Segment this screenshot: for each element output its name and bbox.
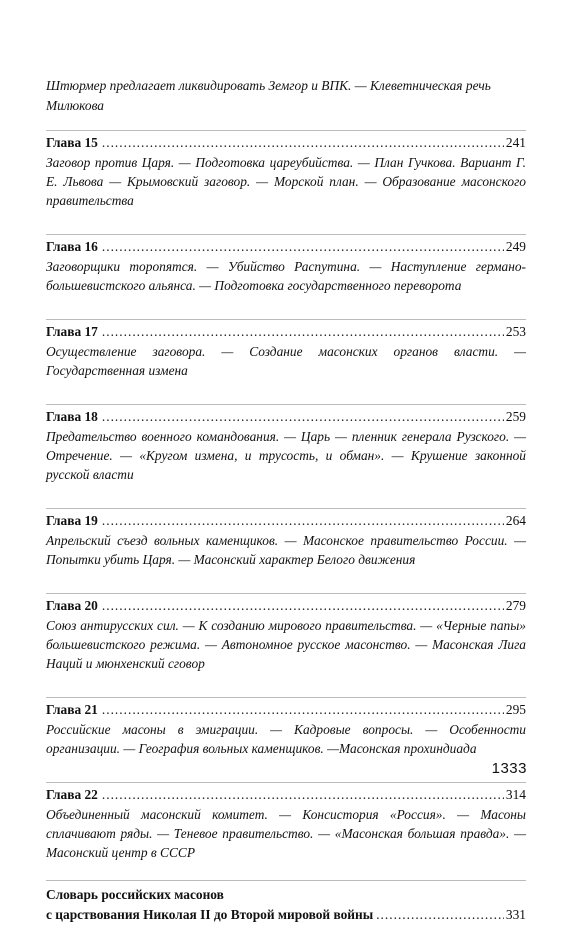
- chapter-heading: [46, 697, 526, 720]
- chapter-heading: [46, 130, 526, 153]
- intro-text: Штюрмер предлагает ликвидировать Земгор и ВПК. — Клеветническая речь Милюкова: [46, 78, 491, 113]
- leader-dots: [102, 596, 504, 616]
- chapter-entry: [46, 319, 526, 394]
- chapter-heading: [46, 234, 526, 257]
- page-number: 1333: [491, 760, 527, 777]
- chapter-page-number: 259: [505, 409, 526, 424]
- dictionary-title-line2: с царствования Николая II до Второй мировой войны: [46, 907, 374, 922]
- chapter-label: Глава 18: [46, 409, 98, 424]
- chapter-page-number: 264: [505, 513, 526, 528]
- chapter-entry: [46, 782, 526, 876]
- dictionary-title-line1: Словарь российских масонов: [46, 887, 224, 902]
- leader-dots: [376, 905, 504, 925]
- chapter-description: Заговорщики торопятся. — Убийство Распутина. — Наступление германо-большевистского альянса. — Подготовка государственного переворота: [46, 259, 526, 293]
- chapter-description: Российские масоны в эмиграции. — Кадровые вопросы. — Особенности организации. — География вольных каменщиков. —Масонская прохиндиада: [46, 722, 526, 756]
- chapter-entry: [46, 404, 526, 498]
- chapter-heading: [46, 404, 526, 427]
- chapter-heading: [46, 782, 526, 805]
- chapter-page-number: 314: [505, 787, 526, 802]
- chapter-entry: [46, 593, 526, 687]
- chapter-label: Глава 20: [46, 598, 98, 613]
- chapter-description: Апрельский съезд вольных каменщиков. — Масонское правительство России. — Попытки убить Царя. — Масонский характер Белого движения: [46, 533, 526, 567]
- leader-dots: [102, 700, 504, 720]
- chapter-label: Глава 17: [46, 324, 98, 339]
- dictionary-page-number: 331: [505, 907, 526, 922]
- chapter-label: Глава 16: [46, 239, 98, 254]
- leader-dots: [102, 785, 504, 805]
- chapter-heading: [46, 319, 526, 342]
- dictionary-entry: [46, 880, 526, 925]
- chapter-description: Союз антирусских сил. — К созданию мирового правительства. — «Черные папы» большевистского режима. — Автономное русское масонство. — Масонская Лига Наций и мюнхенский сговор: [46, 618, 526, 671]
- chapter-description: Объединенный масонский комитет. — Консистория «Россия». — Масоны сплачивают ряды. — Теневое правительство. — «Масонская большая правда». — Масонский центр в СССР: [46, 807, 526, 860]
- leader-dots: [102, 511, 504, 531]
- leader-dots: [102, 407, 504, 427]
- chapter-description: Осуществление заговора. — Создание масонских органов власти. — Государственная измена: [46, 344, 526, 378]
- toc-page: [46, 76, 526, 925]
- leader-dots: [102, 133, 504, 153]
- chapter-label: Глава 22: [46, 787, 98, 802]
- leader-dots: [102, 322, 504, 342]
- chapter-page-number: 241: [505, 135, 526, 150]
- chapter-page-number: 279: [505, 598, 526, 613]
- chapter-page-number: 253: [505, 324, 526, 339]
- chapter-label: Глава 15: [46, 135, 98, 150]
- chapter-label: Глава 19: [46, 513, 98, 528]
- chapter-page-number: 295: [505, 702, 526, 717]
- chapter-entry: [46, 697, 526, 772]
- chapter-entry: [46, 130, 526, 224]
- chapter-label: Глава 21: [46, 702, 98, 717]
- chapter-entry: [46, 234, 526, 309]
- leader-dots: [102, 237, 504, 257]
- chapter-description: Предательство военного командования. — Царь — пленник генерала Рузского. — Отречение. — «Кругом измена, и трусость, и обман». — Крушение законной русской власти: [46, 429, 526, 482]
- chapter-list: [46, 130, 526, 876]
- chapter-page-number: 249: [505, 239, 526, 254]
- chapter-heading: [46, 508, 526, 531]
- chapter-heading: [46, 593, 526, 616]
- chapter-entry: [46, 508, 526, 583]
- chapter-description: Заговор против Царя. — Подготовка цареубийства. — План Гучкова. Вариант Г. Е. Львова — Крымовский заговор. — Морской план. — Образование масонского правительства: [46, 155, 526, 208]
